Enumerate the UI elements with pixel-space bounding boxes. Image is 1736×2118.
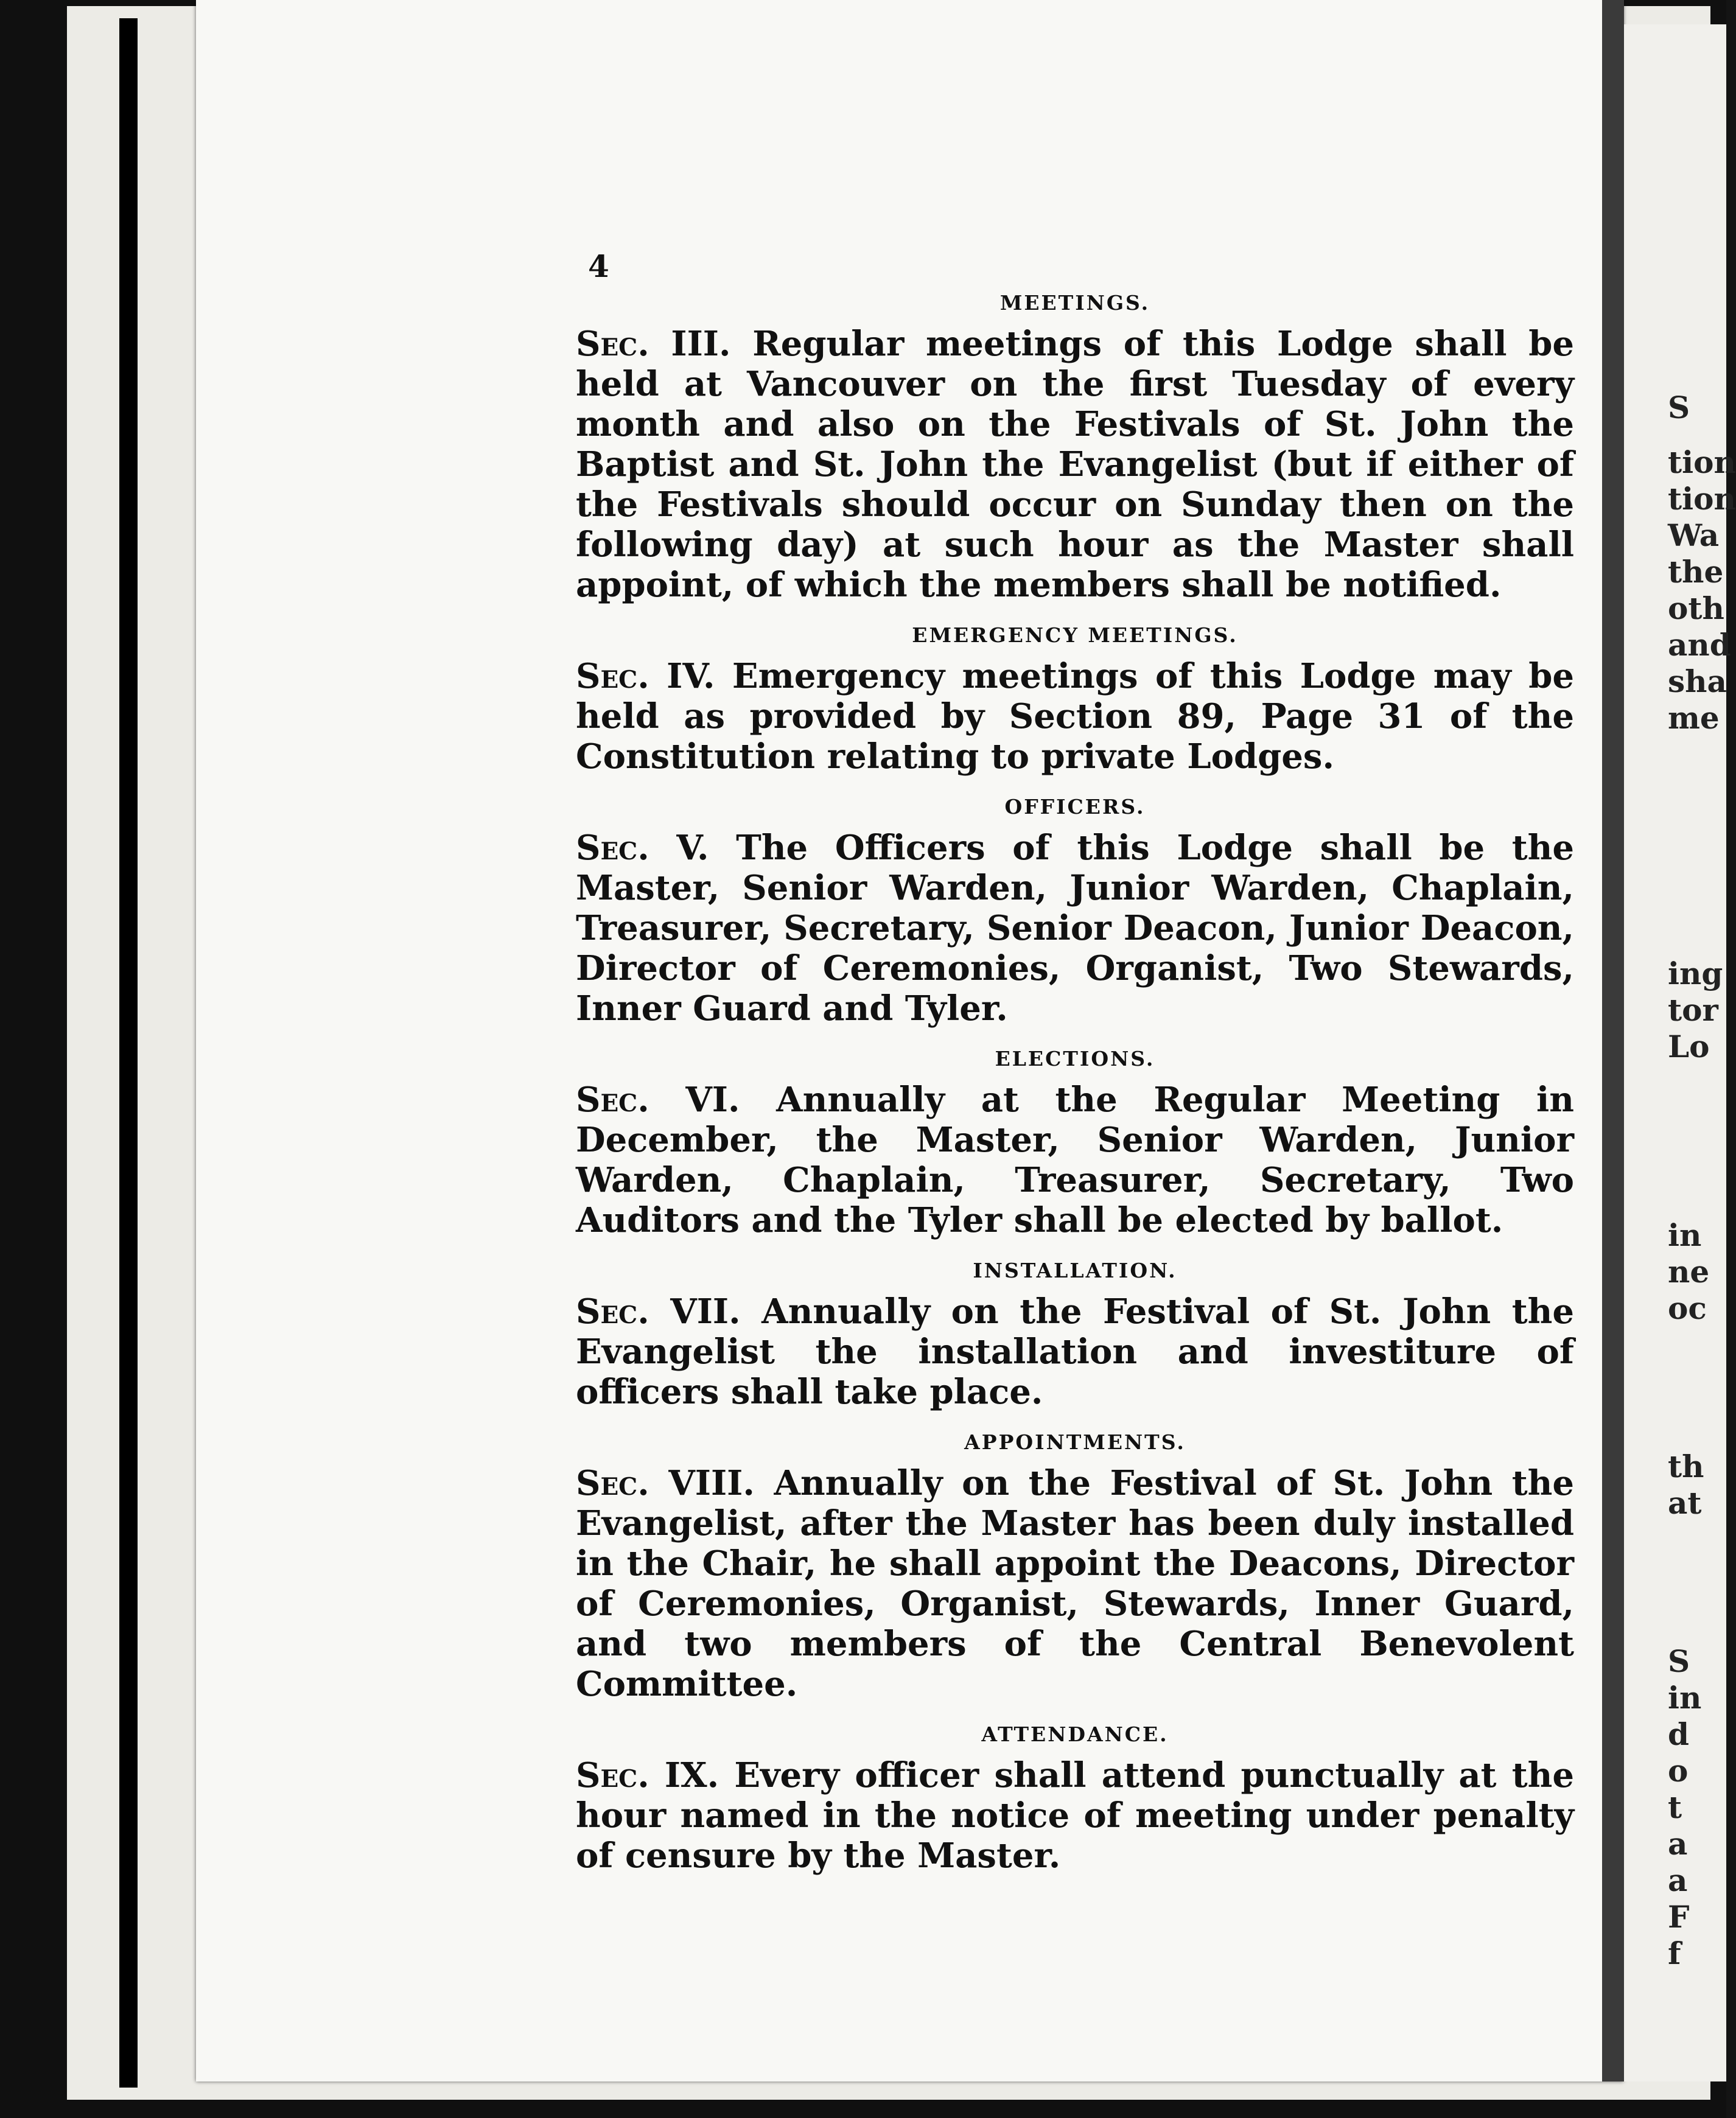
section-label: Sec. VII. xyxy=(576,1291,741,1332)
section-elections xyxy=(576,1042,1574,1240)
section-heading: INSTALLATION. xyxy=(973,1259,1177,1282)
adjacent-page-fragment: Wa xyxy=(1668,517,1720,553)
adjacent-page-fragment: in xyxy=(1668,1680,1702,1716)
document-body xyxy=(576,286,1574,1889)
page-gutter xyxy=(1602,0,1624,2081)
adjacent-page-fragment: t xyxy=(1668,1789,1682,1825)
section-label: Sec. VIII. xyxy=(576,1463,755,1503)
binding-shadow xyxy=(119,18,138,2088)
adjacent-page-fragment: tor xyxy=(1668,992,1718,1028)
adjacent-page-fragment: ing xyxy=(1668,956,1723,991)
adjacent-page-fragment: in xyxy=(1668,1217,1702,1253)
section-installation xyxy=(576,1254,1574,1412)
adjacent-page-fragment: Lo xyxy=(1668,1029,1710,1064)
adjacent-page-fragment: me xyxy=(1668,700,1720,736)
adjacent-page-fragment: tion xyxy=(1668,481,1736,517)
section-heading: OFFICERS. xyxy=(1004,795,1146,819)
section-label: Sec. VI. xyxy=(576,1080,740,1120)
adjacent-page-fragment: ne xyxy=(1668,1254,1710,1290)
adjacent-page-fragment: th xyxy=(1668,1449,1704,1484)
section-label: Sec. V. xyxy=(576,828,709,868)
section-emergency-meetings xyxy=(576,618,1574,777)
adjacent-page-fragment: S xyxy=(1668,390,1690,425)
adjacent-page-fragment: f xyxy=(1668,1935,1681,1971)
section-attendance xyxy=(576,1718,1574,1876)
adjacent-page-fragment: F xyxy=(1668,1899,1690,1935)
section-label: Sec. IV. xyxy=(576,656,715,696)
section-heading: ELECTIONS. xyxy=(995,1047,1155,1071)
section-meetings xyxy=(576,286,1574,605)
adjacent-page-fragment: tion xyxy=(1668,444,1736,480)
adjacent-page-fragment: sha xyxy=(1668,663,1727,699)
adjacent-page-fragment: the xyxy=(1668,554,1724,590)
adjacent-page-fragment: o xyxy=(1668,1753,1689,1789)
section-label: Sec. III. xyxy=(576,324,731,364)
section-text: Annually on the Festival of St. John the Evangelist the installation and investiture of officers shall take place. xyxy=(576,1291,1574,1412)
section-text: Annually at the Regular Meeting in December, the Master, Senior Warden, Junior Warden, Chaplain, Treasurer, Secretary, Two Auditors and the Tyler shall be elected by ballot. xyxy=(576,1080,1574,1240)
section-text: The Officers of this Lodge shall be the Master, Senior Warden, Junior Warden, Chaplain, Treasurer, Secretary, Senior Deacon, Junior Deacon, Director of Ceremonies, Organist, Two Stewards, Inner Guard and Tyler. xyxy=(576,828,1575,1029)
adjacent-page-fragment: at xyxy=(1668,1485,1702,1521)
section-heading: MEETINGS. xyxy=(999,291,1150,315)
section-text: Emergency meetings of this Lodge may be held as provided by Section 89, Page 31 of the Constitution relating to private Lodges. xyxy=(576,656,1575,777)
adjacent-page-fragment: S xyxy=(1668,1643,1690,1679)
section-text: Every officer shall attend punctually at the hour named in the notice of meeting under penalty of censure by the Master. xyxy=(576,1755,1574,1876)
adjacent-page-fragment: oc xyxy=(1668,1290,1707,1326)
section-label: Sec. IX. xyxy=(576,1755,719,1795)
section-text: Regular meetings of this Lodge shall be held at Vancouver on the first Tuesday of every month and also on the Festivals of St. John the Baptist and St. John the Evangelist (but if either of the Festivals should occur on Sunday then on the following day) at such hour as the Master shall appoint, of which the members shall be notified. xyxy=(576,324,1574,605)
section-appointments xyxy=(576,1425,1574,1704)
section-heading: APPOINTMENTS. xyxy=(964,1430,1186,1454)
page-number: 4 xyxy=(588,248,609,284)
section-text: Annually on the Festival of St. John the Evangelist, after the Master has been duly installed in the Chair, he shall appoint the Deacons, Director of Ceremonies, Organist, Stewards, Inner Guard, and two members of the Central Benevolent Committee. xyxy=(576,1463,1575,1704)
adjacent-page-fragment: and xyxy=(1668,627,1731,663)
section-officers xyxy=(576,790,1574,1029)
adjacent-page-fragment: a xyxy=(1668,1862,1688,1898)
adjacent-page-fragment: a xyxy=(1668,1826,1688,1862)
section-heading: EMERGENCY MEETINGS. xyxy=(912,623,1238,647)
section-heading: ATTENDANCE. xyxy=(981,1722,1169,1746)
adjacent-page-fragment: d xyxy=(1668,1716,1689,1752)
adjacent-page-fragment: oth xyxy=(1668,590,1724,626)
